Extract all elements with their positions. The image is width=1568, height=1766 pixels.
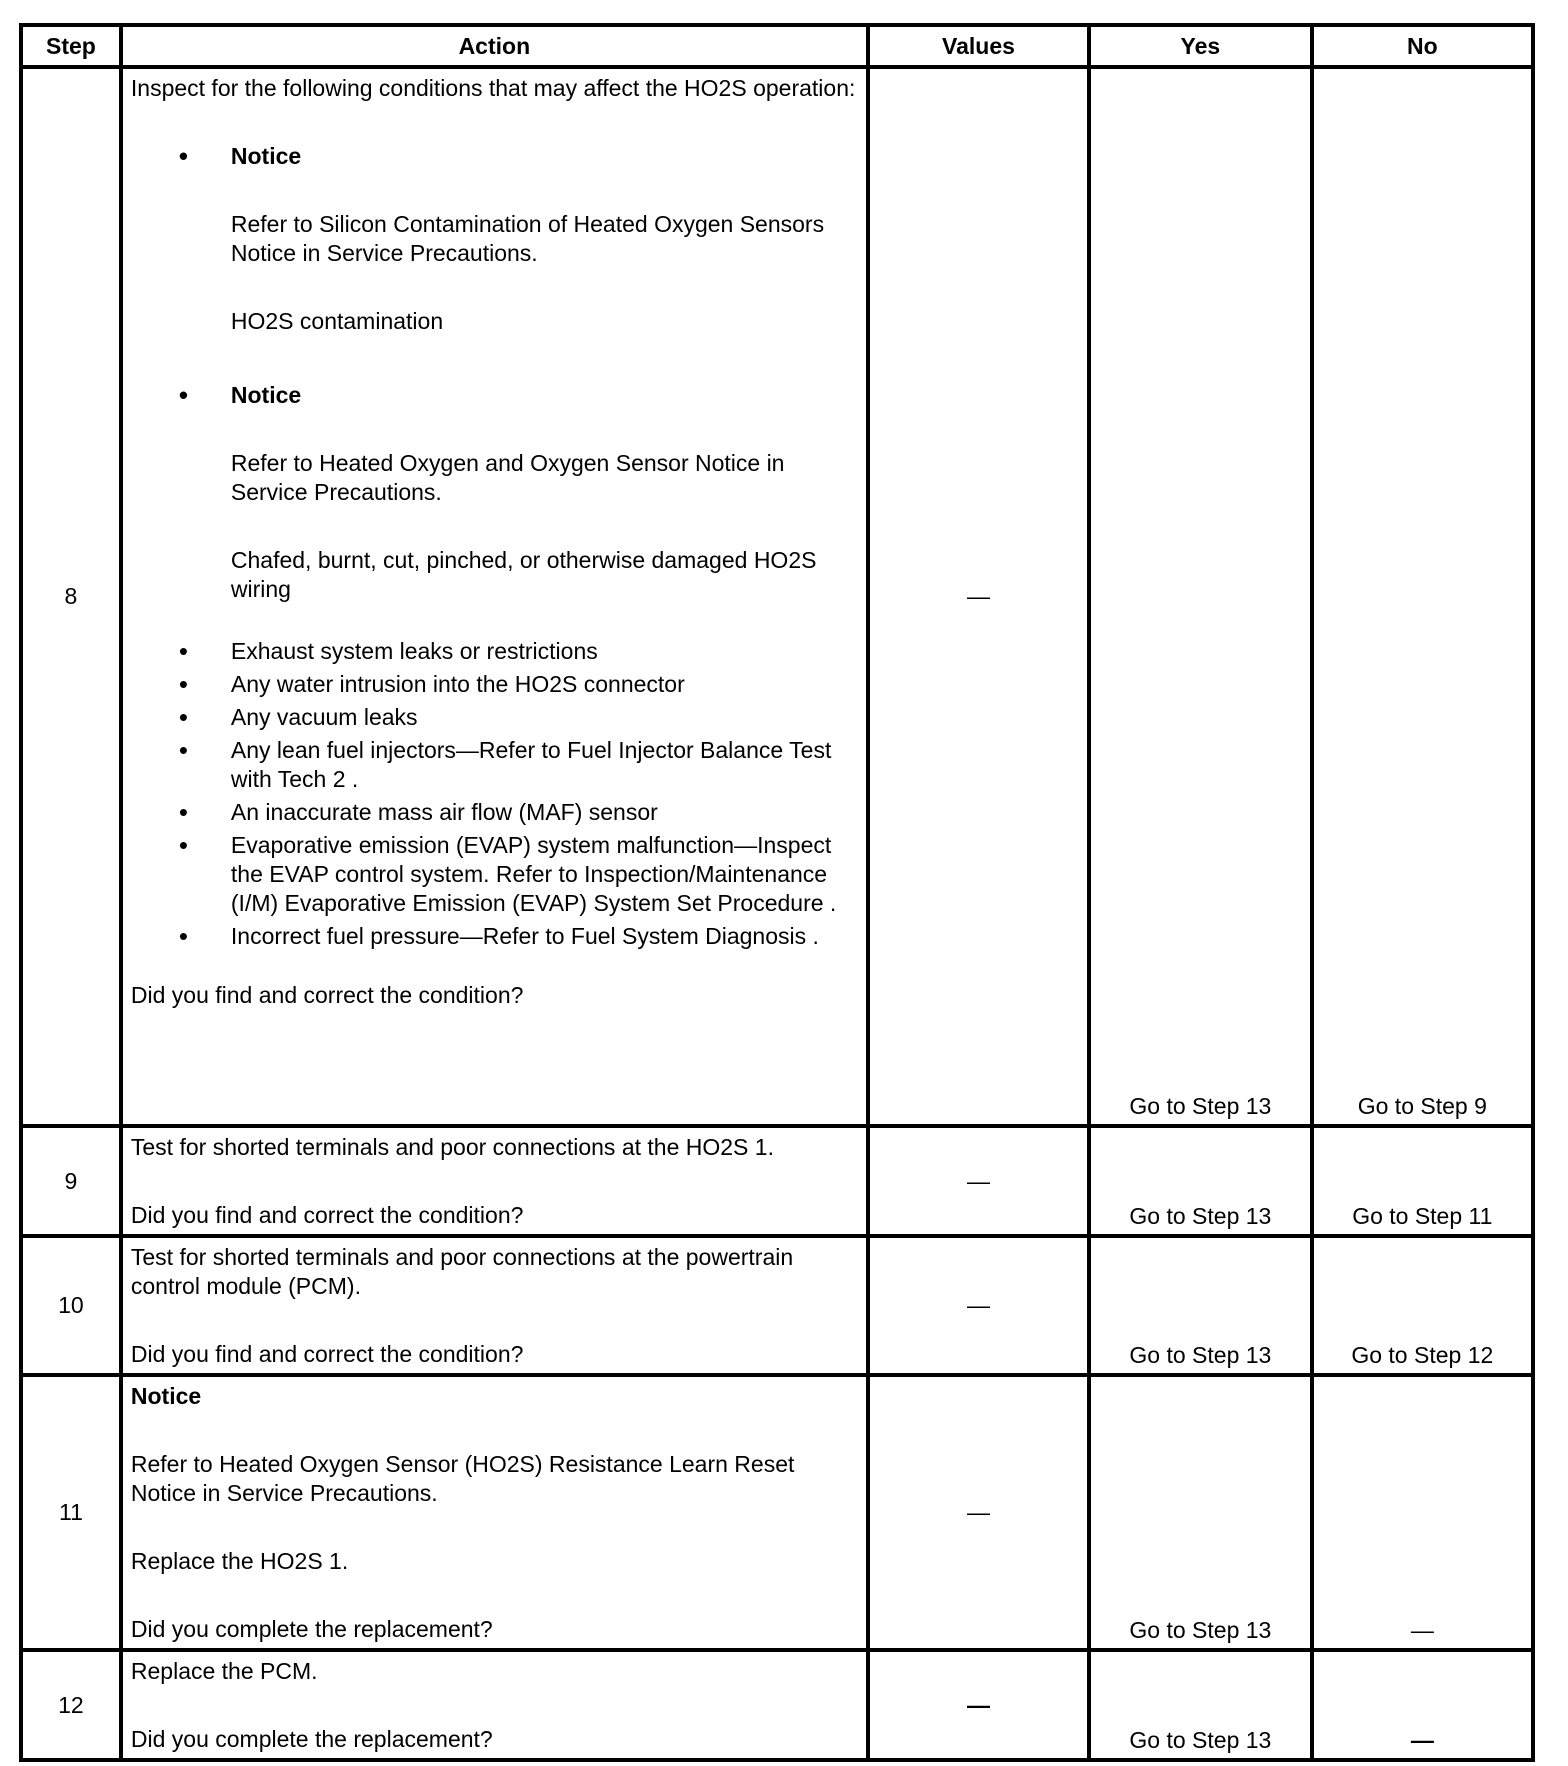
- values-cell: —: [868, 1375, 1089, 1650]
- diagnostic-table: [19, 23, 1535, 1762]
- header-step: Step: [21, 25, 121, 67]
- yes-cell: [1089, 1126, 1311, 1236]
- yes-answer: Go to Step 13: [1129, 1727, 1272, 1753]
- header-yes: Yes: [1089, 25, 1311, 67]
- yes-cell: [1089, 1236, 1311, 1375]
- action-text: Test for shorted terminals and poor connections at the HO2S 1.: [130, 1134, 774, 1160]
- table-row-step-8: [21, 67, 1533, 1126]
- table-row-step-9: [21, 1126, 1533, 1236]
- notice-label: • Notice: [131, 381, 858, 410]
- list-item: • Any vacuum leaks: [131, 703, 858, 732]
- action-cell: [121, 1236, 868, 1375]
- step-number: 11: [21, 1375, 121, 1650]
- step-number: 12: [21, 1650, 121, 1760]
- yes-cell: [1089, 1650, 1311, 1760]
- action-cell: [121, 67, 868, 1126]
- action-cell: [121, 1650, 868, 1760]
- step-number: 8: [21, 67, 121, 1126]
- table-row-step-11: [21, 1375, 1533, 1650]
- condition-item: HO2S contamination: [230, 308, 444, 334]
- no-answer: Go to Step 12: [1351, 1342, 1494, 1368]
- no-answer: Go to Step 11: [1352, 1203, 1493, 1229]
- list-item: • An inaccurate mass air flow (MAF) sensor: [131, 798, 858, 827]
- values-cell: —: [868, 67, 1089, 1126]
- yes-answer: Go to Step 13: [1129, 1093, 1272, 1119]
- condition-bullet-list: [131, 637, 858, 951]
- yes-cell: [1089, 67, 1311, 1126]
- no-answer: —: [1410, 1727, 1434, 1753]
- action-question: Did you complete the replacement?: [130, 1616, 493, 1642]
- step-number: 9: [21, 1126, 121, 1236]
- action-question: Did you find and correct the condition?: [130, 1202, 524, 1228]
- notice-text: Refer to Silicon Contamination of Heated Oxygen Sensors Notice in Service Precautions.: [230, 211, 825, 266]
- no-cell: [1312, 1126, 1533, 1236]
- header-values: Values: [868, 25, 1089, 67]
- list-item: • Any lean fuel injectors—Refer to Fuel Injector Balance Test with Tech 2 .: [131, 736, 858, 794]
- action-cell: [121, 1126, 868, 1236]
- values-cell: —: [868, 1236, 1089, 1375]
- step-number: 10: [21, 1236, 121, 1375]
- yes-answer: Go to Step 13: [1129, 1617, 1272, 1643]
- notice-text: Refer to Heated Oxygen and Oxygen Sensor Notice in Service Precautions.: [230, 450, 785, 505]
- action-text: Test for shorted terminals and poor connections at the powertrain control module (PCM).: [130, 1244, 794, 1299]
- action-question: Did you find and correct the condition?: [130, 1341, 524, 1367]
- no-cell: [1312, 1650, 1533, 1760]
- no-cell: [1312, 67, 1533, 1126]
- no-cell: [1312, 1236, 1533, 1375]
- table-row-step-12: [21, 1650, 1533, 1760]
- action-intro: Inspect for the following conditions that may affect the HO2S operation:: [130, 75, 856, 101]
- action-text: Replace the HO2S 1.: [130, 1548, 349, 1574]
- list-item: • Exhaust system leaks or restrictions: [131, 637, 858, 666]
- notice-label: • Notice: [131, 142, 858, 171]
- values-cell: —: [868, 1126, 1089, 1236]
- action-cell: [121, 1375, 868, 1650]
- action-question: Did you complete the replacement?: [130, 1726, 493, 1752]
- table-header-row: [21, 25, 1533, 67]
- yes-cell: [1089, 1375, 1311, 1650]
- notice-list-1: [131, 142, 858, 171]
- table-row-step-10: [21, 1236, 1533, 1375]
- action-text: Replace the PCM.: [130, 1658, 318, 1684]
- notice-label: Notice: [130, 1383, 202, 1409]
- header-no: No: [1312, 25, 1533, 67]
- notice-list-2: [131, 381, 858, 410]
- list-item: • Incorrect fuel pressure—Refer to Fuel System Diagnosis .: [131, 922, 858, 951]
- notice-text: Refer to Heated Oxygen Sensor (HO2S) Resistance Learn Reset Notice in Service Precautions.: [130, 1451, 795, 1506]
- values-cell: —: [868, 1650, 1089, 1760]
- condition-item: Chafed, burnt, cut, pinched, or otherwise damaged HO2S wiring: [230, 547, 817, 602]
- yes-answer: Go to Step 13: [1129, 1342, 1272, 1368]
- no-answer: —: [1410, 1617, 1434, 1643]
- list-item: • Evaporative emission (EVAP) system malfunction—Inspect the EVAP control system. Refer to Inspection/Maintenance (I/M) Evaporative Emission (EVAP) System Set Procedure .: [131, 831, 858, 918]
- diagnostic-table-container: [19, 23, 1535, 1762]
- action-question: Did you find and correct the condition?: [130, 982, 524, 1008]
- header-action: Action: [121, 25, 868, 67]
- yes-answer: Go to Step 13: [1129, 1203, 1272, 1229]
- no-answer: Go to Step 9: [1357, 1093, 1487, 1119]
- list-item: • Any water intrusion into the HO2S connector: [131, 670, 858, 699]
- no-cell: [1312, 1375, 1533, 1650]
